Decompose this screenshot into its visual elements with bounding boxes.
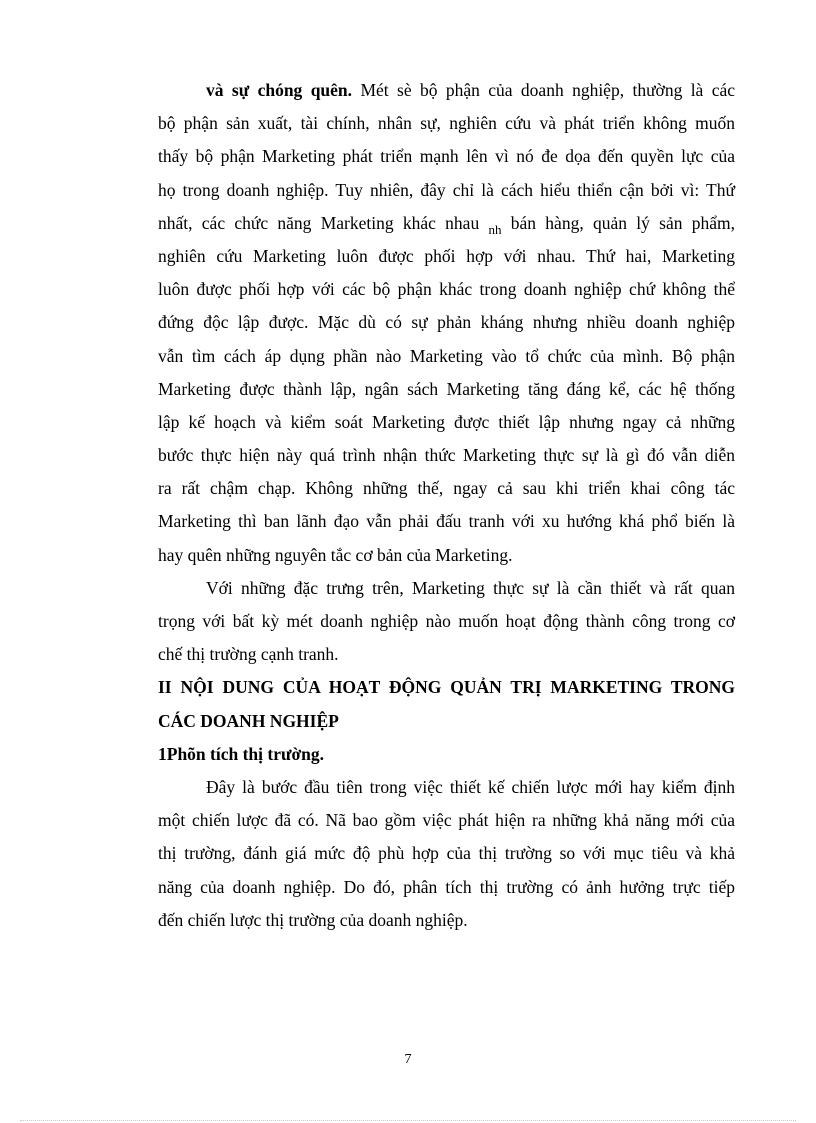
paragraph-line — [158, 74, 735, 107]
paragraph-line: bước thực hiện này quá trình nhận thức Marketing thực sự là gì đó vẫn diễn — [158, 445, 735, 466]
paragraph-line: thấy bộ phận Marketing phát triển mạnh lên vì nó đe dọa đến quyền lực của — [158, 146, 735, 167]
paragraph-line: vẫn tìm cách áp dụng phần nào Marketing vào tổ chức của mình. Bộ phận — [158, 345, 735, 366]
heading-line: II NỘI DUNG CỦA HOẠT ĐỘNG QUẢN TRỊ MARKETING TRONG — [158, 677, 735, 698]
heading-line: CÁC DOANH NGHIỆP — [158, 710, 339, 731]
paragraph-line: họ trong doanh nghiệp. Tuy nhiên, đây chỉ là cách hiểu thiển cận bởi vì: Thứ — [158, 179, 735, 200]
paragraph-line: Đây là bước đầu tiên trong việc thiết kế chiến lược mới hay kiểm định — [206, 776, 735, 797]
paragraph-line: chế thị trường cạnh tranh. — [158, 644, 339, 665]
paragraph-line: Với những đặc trưng trên, Marketing thực sự là cần thiết và rất quan — [206, 577, 735, 598]
paragraph-line: Marketing được thành lập, ngân sách Marketing tăng đáng kể, các hệ thống — [158, 378, 735, 399]
paragraph-line — [158, 207, 735, 240]
paragraph-3 — [158, 771, 735, 937]
paragraph-1 — [158, 74, 735, 572]
page-bottom-divider — [20, 1120, 796, 1121]
line-text: nhất, các chức năng Marketing khác nhau — [158, 212, 480, 233]
paragraph-line: trọng với bất kỳ mét doanh nghiệp nào muốn hoạt động thành công trong cơ — [158, 611, 735, 631]
page-number: 7 — [404, 1052, 412, 1067]
paragraph-line: luôn được phối hợp với các bộ phận khác trong doanh nghiệp chứ không thể — [158, 279, 735, 300]
line-text: Mét sè bộ phận của doanh nghiệp, thường là các — [360, 80, 736, 100]
paragraph-2 — [158, 572, 735, 672]
paragraph-line: năng của doanh nghiệp. Do đó, phân tích thị trường có ảnh hưởng trực tiếp — [158, 876, 735, 897]
paragraph-line: đến chiến lược thị trường của doanh nghiệp. — [158, 909, 468, 930]
paragraph-line: đứng độc lập được. Mặc dù có sự phản kháng nhưng nhiều doanh nghiệp — [158, 312, 735, 333]
paragraph-line: ra rất chậm chạp. Không những thế, ngay cả sau khi triển khai công tác — [158, 478, 735, 499]
paragraph-line: bộ phận sản xuất, tài chính, nhân sự, nghiên cứu và phát triển không muốn — [158, 113, 735, 134]
bold-lead: và sự chóng quên. — [206, 80, 353, 100]
paragraph-line: thị trường, đánh giá mức độ phù hợp của thị trường so với mục tiêu và khả — [158, 843, 735, 864]
paragraph-line: Marketing thì ban lãnh đạo vẫn phải đấu tranh với xu hướng khá phổ biến là — [158, 511, 735, 532]
subscript-fragment: nh — [488, 221, 502, 237]
section-heading — [158, 671, 735, 737]
paragraph-line: lập kế hoạch và kiểm soát Marketing được thiết lập nhưng ngay cả những — [158, 411, 735, 432]
paragraph-line: nghiên cứu Marketing luôn được phối hợp với nhau. Thứ hai, Marketing — [158, 245, 735, 266]
subsection-heading: 1Phõn tích thị trường. — [158, 743, 325, 764]
line-text: bán hàng, quản lý sản phẩm, — [510, 212, 736, 233]
paragraph-line: hay quên những nguyên tắc cơ bản của Marketing. — [158, 544, 513, 565]
page-body — [158, 74, 735, 937]
paragraph-line: một chiến lược đã có. Nã bao gồm việc phát hiện ra những khả năng mới của — [158, 810, 735, 831]
